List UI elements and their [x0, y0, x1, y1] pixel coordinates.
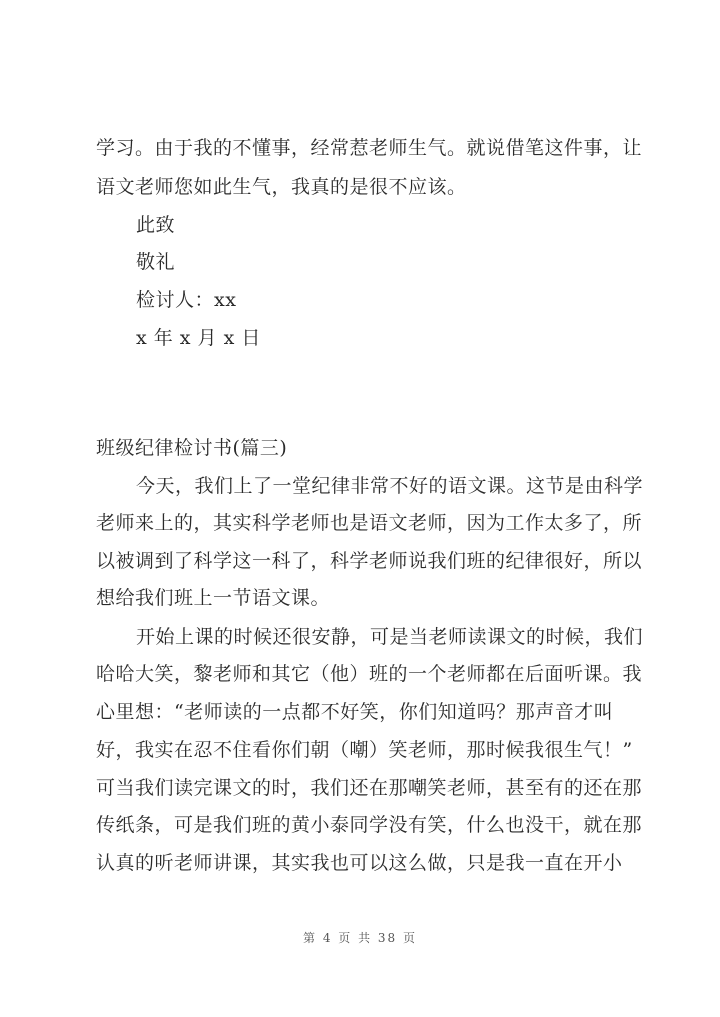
- body-line: 语文老师您如此生气，我真的是很不应该。: [96, 176, 467, 198]
- body-line: 哈哈大笑，黎老师和其它（他）班的一个老师都在后面听课。我: [96, 663, 643, 685]
- salutation-line: 敬礼: [136, 251, 176, 273]
- body-line: 老师来上的，其实科学老师也是语文老师，因为工作太多了，所: [96, 512, 643, 534]
- page-footer: 第 4 页 共 38 页: [303, 931, 417, 945]
- salutation-line: 此致: [136, 214, 176, 236]
- body-line: 认真的听老师讲课，其实我也可以这么做，只是我一直在开小: [96, 852, 623, 874]
- body-line: 心里想：“老师读的一点都不好笑，你们知道吗？那声音才叫: [96, 701, 614, 723]
- body-line: 开始上课的时候还很安静，可是当老师读课文的时候，我们: [136, 626, 644, 648]
- date-line: x 年 x 月 x 日: [136, 327, 261, 349]
- body-line: 好，我实在忍不住看你们朝（嘲）笑老师，那时候我很生气！”: [96, 739, 633, 761]
- body-line: 可当我们读完课文的时，我们还在那嘲笑老师，甚至有的还在那: [96, 777, 643, 799]
- signature-line: 检讨人：xx: [136, 289, 237, 311]
- body-line: 想给我们班上一节语文课。: [96, 587, 331, 609]
- body-line: 传纸条，可是我们班的黄小泰同学没有笑，什么也没干，就在那: [96, 814, 643, 836]
- section-title: 班级纪律检讨书(篇三): [96, 437, 288, 459]
- body-line: 学习。由于我的不懂事，经常惹老师生气。就说借笔这件事，让: [96, 137, 643, 159]
- body-line: 以被调到了科学这一科了，科学老师说我们班的纪律很好，所以: [96, 550, 643, 572]
- body-line: 今天，我们上了一堂纪律非常不好的语文课。这节是由科学: [136, 475, 644, 497]
